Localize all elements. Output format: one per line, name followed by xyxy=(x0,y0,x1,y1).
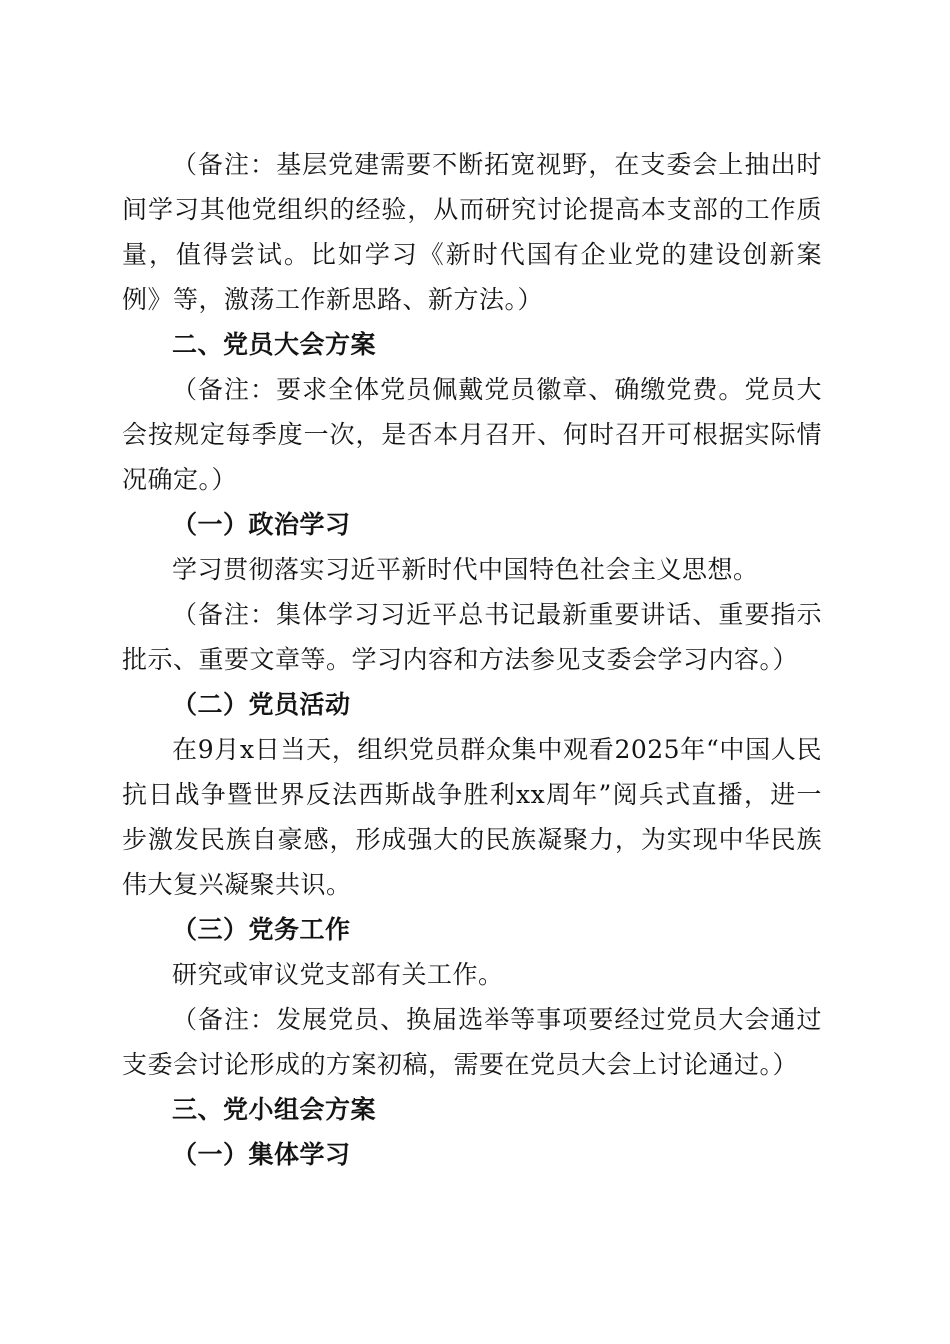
note-paragraph: （备注：基层党建需要不断拓宽视野，在支委会上抽出时间学习其他党组织的经验，从而研究讨论提高本支部的工作质量，值得尝试。比如学习《新时代国有企业党的建设创新案例》等，激荡工作新思路、新方法。） xyxy=(122,150,822,314)
note-paragraph: （备注：发展党员、换届选举等事项要经过党员大会通过支委会讨论形成的方案初稿，需要在党员大会上讨论通过。） xyxy=(122,1005,822,1079)
subheading-political-study: （一）政治学习 xyxy=(172,510,351,539)
body-paragraph: 研究或审议党支部有关工作。 xyxy=(172,960,504,989)
subheading-party-affairs: （三）党务工作 xyxy=(172,915,351,944)
body-paragraph: 在9月x日当天，组织党员群众集中观看2025年“中国人民抗日战争暨世界反法西斯战争胜利xx周年”阅兵式直播，进一步激发民族自豪感，形成强大的民族凝聚力，为实现中华民族伟大复兴凝聚共识。 xyxy=(122,735,822,899)
note-paragraph: （备注：集体学习习近平总书记最新重要讲话、重要指示批示、重要文章等。学习内容和方法参见支委会学习内容。） xyxy=(122,600,822,674)
section-heading-party-member-meeting: 二、党员大会方案 xyxy=(172,330,377,359)
subheading-collective-study: （一）集体学习 xyxy=(172,1140,351,1169)
note-paragraph: （备注：要求全体党员佩戴党员徽章、确缴党费。党员大会按规定每季度一次，是否本月召开、何时召开可根据实际情况确定。） xyxy=(122,375,822,494)
body-paragraph: 学习贯彻落实习近平新时代中国特色社会主义思想。 xyxy=(172,555,759,584)
document-body xyxy=(122,142,822,1177)
section-heading-party-group-meeting: 三、党小组会方案 xyxy=(172,1095,377,1124)
subheading-party-activities: （二）党员活动 xyxy=(172,690,351,719)
